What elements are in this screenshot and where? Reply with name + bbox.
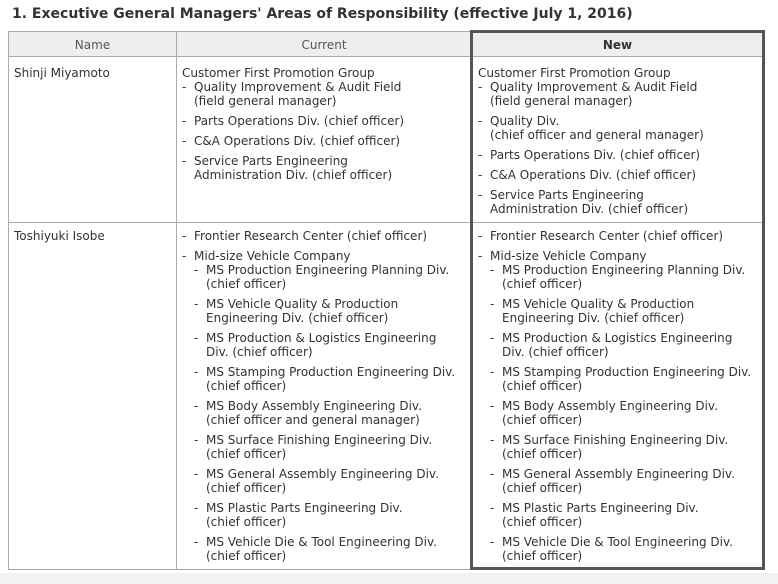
list-item: - MS Vehicle Quality & Production Engineering Div. (chief officer) [194, 297, 468, 325]
list-item: - Parts Operations Div. (chief officer) [478, 148, 760, 162]
list-item: - MS Vehicle Die & Tool Engineering Div. (chief officer) [490, 535, 760, 563]
list-item: - Service Parts Engineering Administration Div. (chief officer) [182, 154, 468, 182]
row1-new-list [478, 80, 760, 216]
page-title: 1. Executive General Managers' Areas of Responsibility (effective July 1, 2016) [12, 6, 633, 22]
company-heading: - Mid-size Vehicle Company [182, 249, 468, 263]
list-item: - MS Body Assembly Engineering Div. (chief officer) [490, 399, 760, 427]
list-item: - Service Parts Engineering Administration Div. (chief officer) [478, 188, 760, 216]
list-item: - MS Plastic Parts Engineering Div. (chief officer) [490, 501, 760, 529]
row2-new-block [478, 229, 760, 569]
row2-current-block [182, 229, 468, 569]
list-item: - MS Production & Logistics Engineering Div. (chief officer) [194, 331, 468, 359]
list-item: - Quality Improvement & Audit Field (field general manager) [182, 80, 468, 108]
list-item: - Quality Div. (chief officer and general manager) [478, 114, 760, 142]
page-footer-strip [0, 573, 778, 584]
header-current: Current [176, 31, 472, 57]
list-item: - Frontier Research Center (chief officer) [478, 229, 760, 243]
list-item: - MS Stamping Production Engineering Div. (chief officer) [194, 365, 468, 393]
header-name: Name [8, 31, 177, 57]
row1-name-cell [8, 56, 177, 223]
list-item: - Parts Operations Div. (chief officer) [182, 114, 468, 128]
group-heading: Customer First Promotion Group [478, 66, 671, 80]
row1-new-block [478, 66, 760, 222]
row2-current-sublist [182, 263, 468, 563]
list-item: - C&A Operations Div. (chief officer) [182, 134, 468, 148]
row1-name: Shinji Miyamoto [14, 66, 110, 80]
list-item: - MS Body Assembly Engineering Div. (chief officer and general manager) [194, 399, 468, 427]
list-item: - MS Plastic Parts Engineering Div. (chief officer) [194, 501, 468, 529]
row1-current-list [182, 80, 468, 182]
list-item: - MS General Assembly Engineering Div. (chief officer) [194, 467, 468, 495]
header-new: New [471, 31, 764, 57]
row2-name: Toshiyuki Isobe [14, 229, 105, 243]
list-item: - MS General Assembly Engineering Div. (chief officer) [490, 467, 760, 495]
row2-new-list [478, 229, 760, 263]
row2-name-cell [8, 222, 177, 570]
list-item: - MS Surface Finishing Engineering Div. (chief officer) [490, 433, 760, 461]
row1-current-block [182, 66, 468, 188]
list-item: - MS Stamping Production Engineering Div. (chief officer) [490, 365, 760, 393]
list-item: - MS Production Engineering Planning Div. (chief officer) [194, 263, 468, 291]
group-heading: Customer First Promotion Group [182, 66, 375, 80]
row2-current-list [182, 229, 468, 263]
list-item: - MS Vehicle Quality & Production Engineering Div. (chief officer) [490, 297, 760, 325]
row2-new-sublist [478, 263, 760, 563]
list-item: - MS Production Engineering Planning Div. (chief officer) [490, 263, 760, 291]
list-item: - MS Surface Finishing Engineering Div. (chief officer) [194, 433, 468, 461]
list-item: - C&A Operations Div. (chief officer) [478, 168, 760, 182]
list-item: - Frontier Research Center (chief officer) [182, 229, 468, 243]
list-item: - MS Production & Logistics Engineering Div. (chief officer) [490, 331, 760, 359]
company-heading: - Mid-size Vehicle Company [478, 249, 760, 263]
list-item: - MS Vehicle Die & Tool Engineering Div. (chief officer) [194, 535, 468, 563]
list-item: - Quality Improvement & Audit Field (field general manager) [478, 80, 760, 108]
